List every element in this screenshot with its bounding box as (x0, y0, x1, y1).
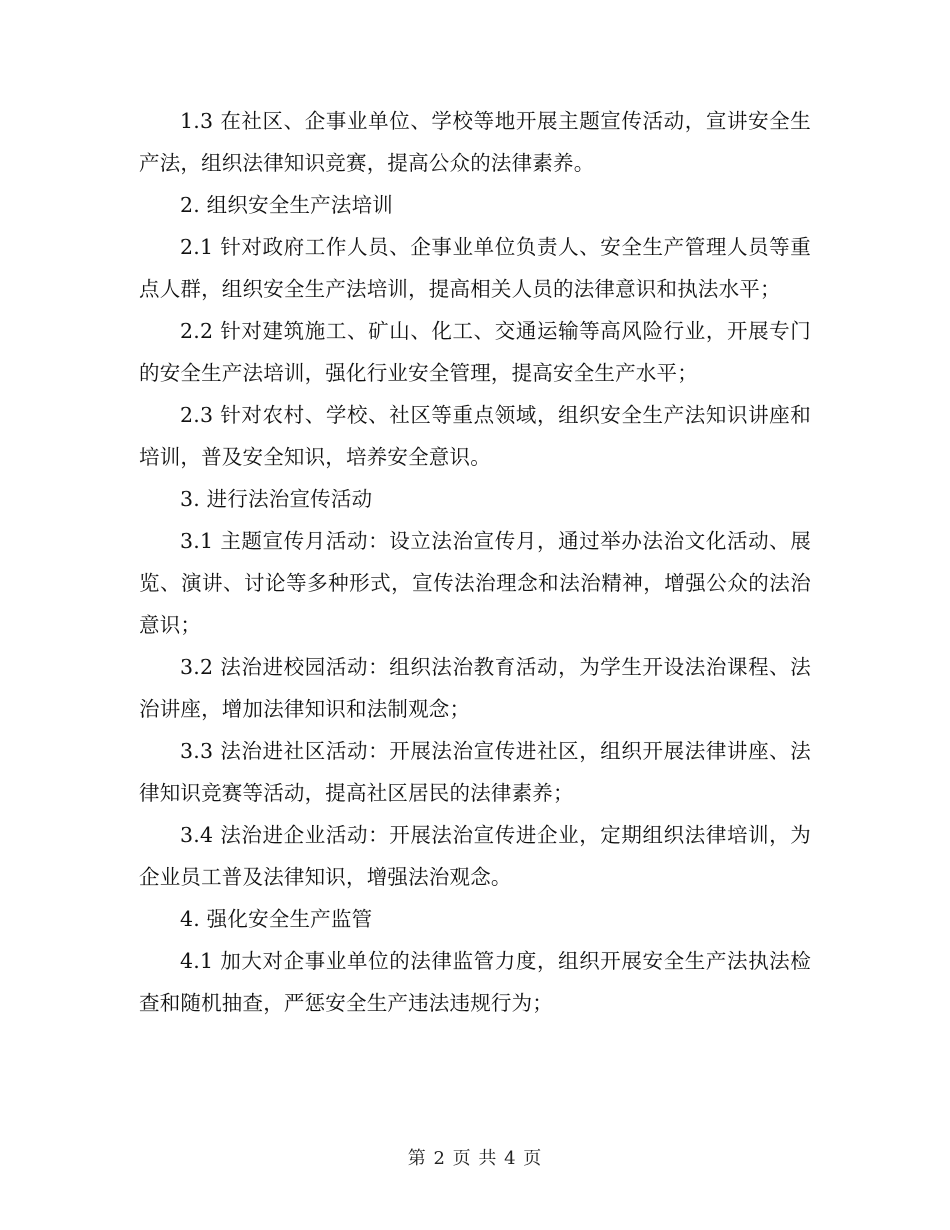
page-number-footer: 第 2 页 共 4 页 (407, 1148, 543, 1169)
paragraph-4-1: 4.1 加大对企事业单位的法律监管力度，组织开展安全生产法执法检查和随机抽查，严惩安全生产违法违规行为； (139, 949, 811, 1015)
section-heading-2: 2. 组织安全生产法培训 (180, 193, 393, 217)
paragraph-3-3: 3.3 法治进社区活动：开展法治宣传进社区，组织开展法律讲座、法律知识竞赛等活动，提高社区居民的法律素养； (139, 739, 811, 805)
paragraph-3-1: 3.1 主题宣传月活动：设立法治宣传月，通过举办法治文化活动、展览、演讲、讨论等多种形式，宣传法治理念和法治精神，增强公众的法治意识； (139, 529, 811, 637)
paragraph-2-3: 2.3 针对农村、学校、社区等重点领域，组织安全生产法知识讲座和培训，普及安全知识，培养安全意识。 (139, 403, 811, 469)
paragraph-1-3: 1.3 在社区、企事业单位、学校等地开展主题宣传活动，宣讲安全生产法，组织法律知识竞赛，提高公众的法律素养。 (139, 109, 811, 175)
paragraph-2-1: 2.1 针对政府工作人员、企事业单位负责人、安全生产管理人员等重点人群，组织安全生产法培训，提高相关人员的法律意识和执法水平； (139, 235, 811, 301)
paragraph-3-2: 3.2 法治进校园活动：组织法治教育活动，为学生开设法治课程、法治讲座，增加法律知识和法制观念； (139, 655, 811, 721)
document-body (139, 100, 811, 1024)
section-heading-4: 4. 强化安全生产监管 (180, 907, 373, 931)
paragraph-2-2: 2.2 针对建筑施工、矿山、化工、交通运输等高风险行业，开展专门的安全生产法培训，强化行业安全管理，提高安全生产水平； (139, 319, 811, 385)
paragraph-3-4: 3.4 法治进企业活动：开展法治宣传进企业，定期组织法律培训，为企业员工普及法律知识，增强法治观念。 (139, 823, 811, 889)
section-heading-3: 3. 进行法治宣传活动 (180, 487, 373, 511)
